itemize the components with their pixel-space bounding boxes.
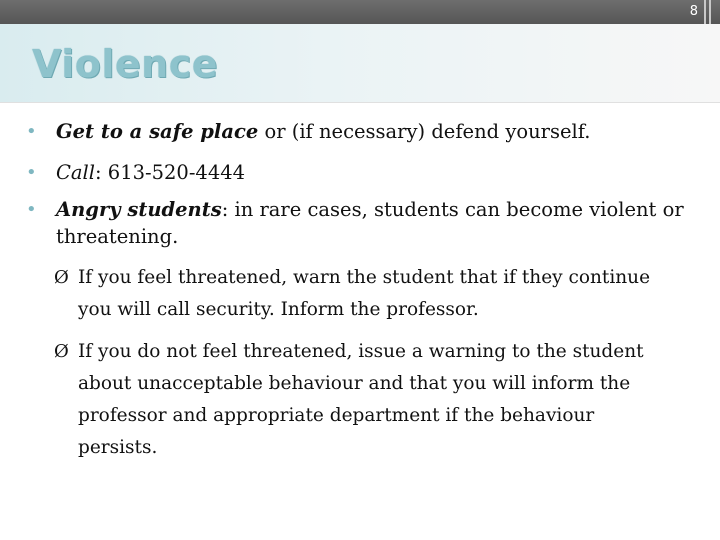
bullet-text: : in rare cases, students can become violent or threatening. xyxy=(56,198,684,248)
bullet-lead: Angry students xyxy=(56,198,222,221)
bullet-lead: Get to a safe place xyxy=(56,120,259,143)
bullet-dot-icon: • xyxy=(26,162,37,183)
sub-bullet-text: If you do not feel threatened, issue a warning to the student about unacceptable behaviour and that you will inform the professor and appropriate department if the behaviour persists. xyxy=(78,341,644,458)
bullet-lead: Call xyxy=(56,161,96,184)
bullet-dot-icon: • xyxy=(26,121,37,142)
page-number: 8 xyxy=(689,4,698,19)
arrow-bullet-icon: Ø xyxy=(54,341,69,362)
bullet-list xyxy=(24,118,704,464)
sub-bullet-text: If you feel threatened, warn the student that if they continue you will call security. Inform the professor. xyxy=(78,267,651,320)
header-bar xyxy=(0,0,720,24)
bullet-item xyxy=(24,159,704,186)
bullet-item xyxy=(24,118,704,145)
bullet-item xyxy=(24,196,704,250)
bullet-dot-icon: • xyxy=(26,199,37,220)
sub-bullet-item xyxy=(24,336,678,464)
header-rule xyxy=(704,0,706,24)
arrow-bullet-icon: Ø xyxy=(54,267,69,288)
bullet-text: : 613-520-4444 xyxy=(95,161,246,184)
sub-bullet-item xyxy=(24,262,678,326)
bullet-text: or (if necessary) defend yourself. xyxy=(258,120,591,143)
header-rule xyxy=(709,0,711,24)
slide-title: Violence xyxy=(32,42,219,86)
